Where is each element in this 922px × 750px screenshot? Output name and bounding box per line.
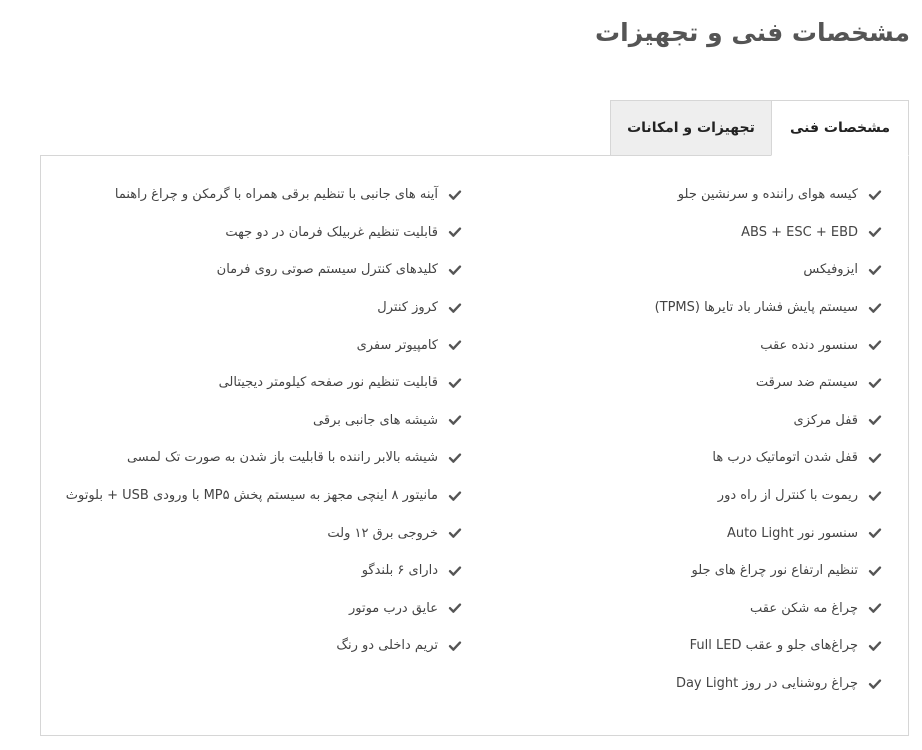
spec-item <box>482 627 882 665</box>
check-icon <box>868 677 882 691</box>
spec-item-label: قفل مرکزی <box>793 412 858 428</box>
check-icon <box>868 301 882 315</box>
check-icon <box>868 601 882 615</box>
tab-bar <box>610 100 909 156</box>
check-icon <box>868 564 882 578</box>
spec-item-label: شیشه های جانبی برقی <box>313 412 438 428</box>
spec-item-label: قابلیت تنظیم نور صفحه کیلومتر دیجیتالی <box>218 375 438 391</box>
check-icon <box>448 338 462 352</box>
check-icon <box>448 526 462 540</box>
check-icon <box>868 376 882 390</box>
spec-item <box>482 477 882 515</box>
spec-item-label: سیستم پایش فشار باد تایرها (TPMS) <box>654 300 858 316</box>
spec-item <box>62 514 462 552</box>
spec-item-label: چراغ‌های جلو و عقب Full LED <box>689 638 858 654</box>
check-icon <box>868 188 882 202</box>
page-title: مشخصات فنی و تجهیزات <box>595 18 910 47</box>
spec-item <box>62 477 462 515</box>
spec-item-label: خروجی برق ۱۲ ولت <box>327 525 438 541</box>
spec-item-label: قابلیت تنظیم غربیلک فرمان در دو جهت <box>225 224 438 240</box>
spec-item-label: قفل شدن اتوماتیک درب ها <box>712 450 858 466</box>
check-icon <box>448 451 462 465</box>
spec-item-label: چراغ روشنایی در روز Day Light <box>675 676 858 692</box>
check-icon <box>868 413 882 427</box>
spec-item <box>482 251 882 289</box>
check-icon <box>448 263 462 277</box>
check-icon <box>448 188 462 202</box>
spec-item <box>482 439 882 477</box>
spec-item <box>62 590 462 628</box>
spec-item-label: کامپیوتر سفری <box>356 337 438 353</box>
check-icon <box>448 489 462 503</box>
spec-item-label: ABS + ESC + EBD <box>741 224 858 240</box>
spec-item <box>482 289 882 327</box>
spec-item-label: ریموت با کنترل از راه دور <box>717 488 858 504</box>
spec-item <box>62 326 462 364</box>
check-icon <box>868 338 882 352</box>
check-icon <box>868 526 882 540</box>
spec-item <box>482 552 882 590</box>
specs-list-left <box>62 176 462 665</box>
spec-item-label: چراغ مه شکن عقب <box>750 600 858 616</box>
check-icon <box>868 639 882 653</box>
spec-item <box>62 176 462 214</box>
tab-equipment[interactable]: تجهیزات و امکانات <box>610 100 771 156</box>
spec-item <box>62 627 462 665</box>
check-icon <box>448 639 462 653</box>
spec-item-label: تنظیم ارتفاع نور چراغ های جلو <box>691 563 858 579</box>
spec-item <box>62 214 462 252</box>
spec-item-label: کروز کنترل <box>377 300 438 316</box>
spec-item <box>482 326 882 364</box>
spec-item <box>62 552 462 590</box>
spec-item-label: عایق درب موتور <box>348 600 438 616</box>
spec-item-label: آینه های جانبی با تنظیم برقی همراه با گرمکن و چراغ راهنما <box>114 187 438 203</box>
spec-item <box>62 251 462 289</box>
spec-item <box>62 439 462 477</box>
check-icon <box>448 225 462 239</box>
spec-item <box>482 590 882 628</box>
spec-item <box>482 364 882 402</box>
check-icon <box>868 225 882 239</box>
check-icon <box>448 376 462 390</box>
spec-item-label: مانیتور ۸ اینچی مجهز به سیستم پخش MP۵ با ورودی USB + بلوتوث <box>65 488 438 504</box>
spec-item <box>482 214 882 252</box>
check-icon <box>868 263 882 277</box>
spec-item-label: کیسه هوای راننده و سرنشین جلو <box>677 187 858 203</box>
tab-technical-specs[interactable]: مشخصات فنی <box>771 100 909 156</box>
check-icon <box>868 451 882 465</box>
spec-item <box>482 665 882 703</box>
spec-item <box>62 364 462 402</box>
spec-item-label: تریم داخلی دو رنگ <box>336 638 438 654</box>
spec-item-label: سنسور نور Auto Light <box>726 525 858 541</box>
check-icon <box>448 601 462 615</box>
spec-item <box>62 289 462 327</box>
spec-item-label: ایزوفیکس <box>803 262 858 278</box>
spec-item-label: دارای ۶ بلندگو <box>361 563 438 579</box>
spec-item <box>482 514 882 552</box>
check-icon <box>448 301 462 315</box>
spec-item-label: سنسور دنده عقب <box>760 337 858 353</box>
specs-panel <box>40 155 909 736</box>
specs-list-right <box>482 176 882 702</box>
spec-item-label: کلیدهای کنترل سیستم صوتی روی فرمان <box>216 262 438 278</box>
spec-item <box>482 402 882 440</box>
spec-item <box>62 402 462 440</box>
spec-item <box>482 176 882 214</box>
check-icon <box>448 564 462 578</box>
spec-item-label: سیستم ضد سرقت <box>755 375 858 391</box>
spec-item-label: شیشه بالابر راننده با قابلیت باز شدن به صورت تک لمسی <box>126 450 438 466</box>
check-icon <box>448 413 462 427</box>
check-icon <box>868 489 882 503</box>
